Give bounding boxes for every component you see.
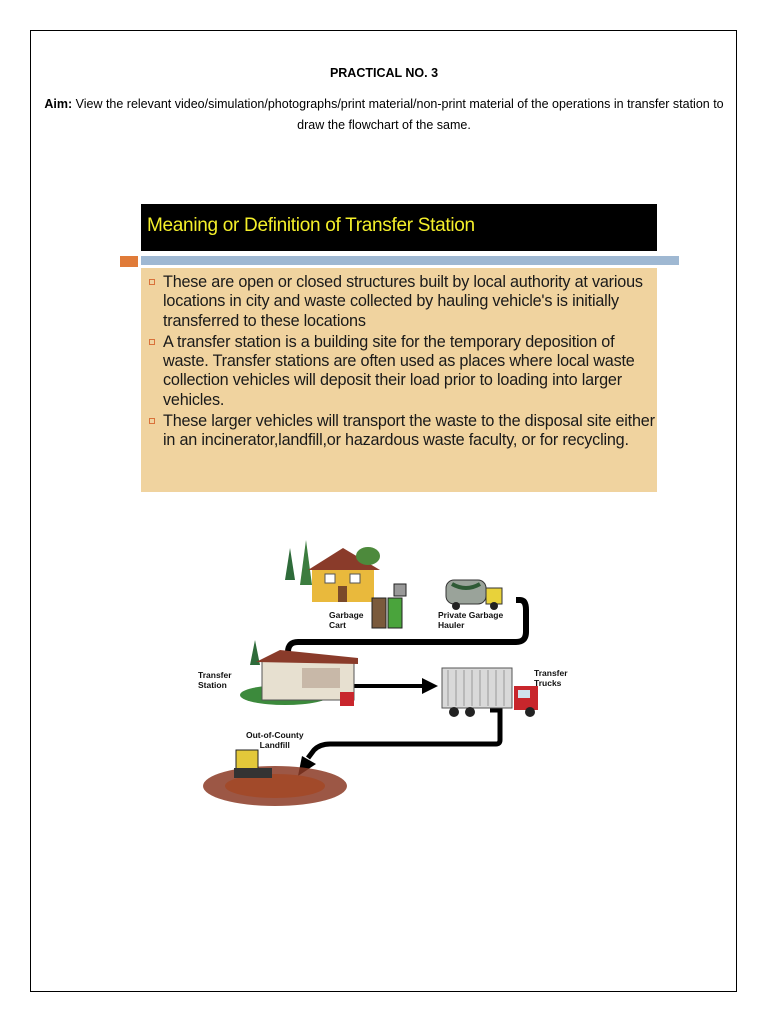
label-garbage-cart: Garbage Cart xyxy=(329,610,364,630)
label-transfer-trucks: Transfer Trucks xyxy=(534,668,568,688)
slide-divider-bar xyxy=(141,256,679,265)
slide-accent-marker xyxy=(120,256,138,267)
aim-text: View the relevant video/simulation/photographs/print material/non-print material of the operations in transfer station to draw the flowchart of the same. xyxy=(72,97,724,132)
slide-bullet: A transfer station is a building site for the temporary deposition of waste. Transfer stations are often used as places where local waste collection vehicles will deposit their load prior to loading into larger vehicles. xyxy=(149,333,657,410)
landfill-icon xyxy=(203,750,347,806)
route-trucks-to-landfill xyxy=(308,710,500,758)
garbage-hauler-truck-icon xyxy=(446,580,502,610)
arrow-head-right-icon xyxy=(422,678,438,694)
square-bullet-icon xyxy=(149,339,155,345)
transfer-station-building-icon xyxy=(240,640,358,706)
document-title: PRACTICAL NO. 3 xyxy=(329,66,439,80)
label-private-garbage-hauler: Private Garbage Hauler xyxy=(438,610,504,630)
transfer-station-flow-diagram xyxy=(190,540,590,820)
slide-header xyxy=(141,204,657,251)
slide-bullet-list xyxy=(141,268,657,451)
slide-bullet: These are open or closed structures built by local authority at various locations in city and waste collected by hauling vehicle's is initially transferred to these locations xyxy=(149,273,657,331)
aim-label: Aim: xyxy=(44,97,73,111)
slide-title: Meaning or Definition of Transfer Station xyxy=(147,215,475,236)
label-transfer-station: Transfer Station xyxy=(198,670,232,690)
slide-bullet: These larger vehicles will transport the waste to the disposal site either in an incinerator,landfill,or hazardous waste faculty, or for recycling. xyxy=(149,412,657,451)
label-out-of-county-landfill: Out-of-County Landfill xyxy=(246,730,304,750)
flow-illustration xyxy=(190,540,590,820)
house-icon xyxy=(285,540,380,602)
page-border xyxy=(30,30,737,992)
slide-body xyxy=(141,268,657,492)
aim-paragraph xyxy=(44,94,724,136)
square-bullet-icon xyxy=(149,418,155,424)
garbage-cart-icon xyxy=(372,584,406,628)
square-bullet-icon xyxy=(149,279,155,285)
